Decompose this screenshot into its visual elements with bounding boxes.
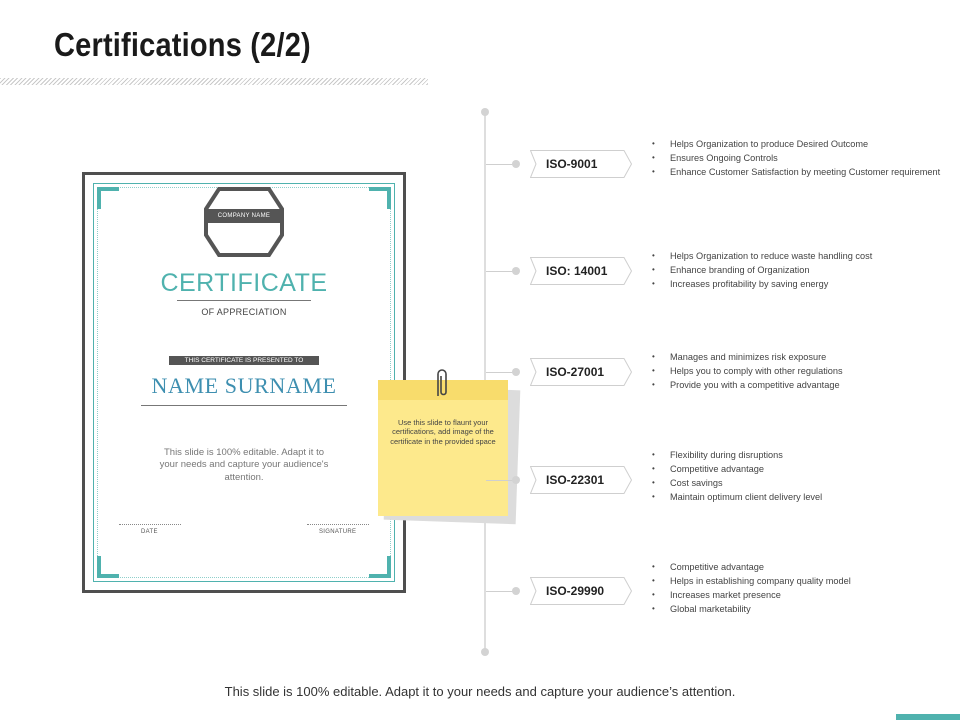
certificate-title-rule <box>177 300 311 301</box>
iso-benefit-list <box>652 350 942 392</box>
iso-benefit-item: • Flexibility during disruptions <box>652 448 942 462</box>
sticky-note-text: Use this slide to flaunt your certifications, add image of the certificate in the provided space <box>390 418 496 446</box>
iso-benefit-item: • Enhance Customer Satisfaction by meeting Customer requirement <box>652 165 942 179</box>
iso-benefit-item: • Increases market presence <box>652 588 942 602</box>
company-name-ribbon: COMPANY NAME <box>206 209 282 223</box>
certificate-body-text: This slide is 100% editable. Adapt it to your needs and capture your audience's attention. <box>159 447 329 483</box>
timeline-end-dot <box>481 648 489 656</box>
iso-label-box <box>530 150 632 178</box>
iso-benefit-item: • Competitive advantage <box>652 462 942 476</box>
iso-benefit-item: • Provide you with a competitive advantage <box>652 378 942 392</box>
iso-benefit-item: • Maintain optimum client delivery level <box>652 490 942 504</box>
iso-label-box <box>530 257 632 285</box>
shield-badge-icon <box>85 187 403 259</box>
iso-benefit-list <box>652 249 942 291</box>
slide-title: Certifications (2/2) <box>54 26 311 63</box>
timeline-dot <box>512 587 520 595</box>
iso-benefit-item: • Ensures Ongoing Controls <box>652 151 942 165</box>
iso-label: ISO: 14001 <box>546 264 608 278</box>
corner-accent-bar <box>896 714 960 720</box>
iso-benefit-list <box>652 137 942 179</box>
iso-benefit-item: • Cost savings <box>652 476 942 490</box>
iso-benefit-item: • Global marketability <box>652 602 942 616</box>
certificate-image <box>82 172 406 593</box>
iso-benefit-item: • Helps you to comply with other regulations <box>652 364 942 378</box>
paperclip-icon <box>432 366 452 400</box>
iso-label-box <box>530 466 632 494</box>
signature-line <box>307 524 369 525</box>
iso-label: ISO-27001 <box>546 365 605 379</box>
iso-benefit-list <box>652 448 942 504</box>
corner-ornament-icon <box>97 556 119 578</box>
corner-ornament-icon <box>369 556 391 578</box>
timeline-dot <box>512 476 520 484</box>
certificate-subtitle: OF APPRECIATION <box>201 307 287 317</box>
certificate-title: CERTIFICATE <box>160 269 328 297</box>
iso-label: ISO-22301 <box>546 473 605 487</box>
iso-benefit-item: • Manages and minimizes risk exposure <box>652 350 942 364</box>
date-line <box>119 524 181 525</box>
title-underline-hatch <box>0 78 428 85</box>
timeline-start-dot <box>481 108 489 116</box>
iso-label: ISO-29990 <box>546 584 605 598</box>
iso-label-box <box>530 358 632 386</box>
iso-benefit-item: • Increases profitability by saving energy <box>652 277 942 291</box>
iso-benefit-item: • Helps in establishing company quality model <box>652 574 942 588</box>
timeline-dot <box>512 267 520 275</box>
timeline-dot <box>512 160 520 168</box>
sticky-note <box>378 380 508 516</box>
iso-label-box <box>530 577 632 605</box>
iso-benefit-list <box>652 560 942 616</box>
presented-to-ribbon: THIS CERTIFICATE IS PRESENTED TO <box>169 356 319 365</box>
date-label: DATE <box>141 529 158 535</box>
timeline-dot <box>512 368 520 376</box>
name-underline <box>141 405 347 406</box>
certificate-name: NAME SURNAME <box>151 373 337 398</box>
signature-label: SIGNATURE <box>319 529 357 535</box>
footer-text: This slide is 100% editable. Adapt it to your needs and capture your audience’s attention. <box>224 684 736 699</box>
iso-benefit-item: • Competitive advantage <box>652 560 942 574</box>
iso-benefit-item: • Helps Organization to reduce waste handling cost <box>652 249 942 263</box>
iso-label: ISO-9001 <box>546 157 598 171</box>
iso-benefit-item: • Enhance branding of Organization <box>652 263 942 277</box>
iso-benefit-item: • Helps Organization to produce Desired Outcome <box>652 137 942 151</box>
